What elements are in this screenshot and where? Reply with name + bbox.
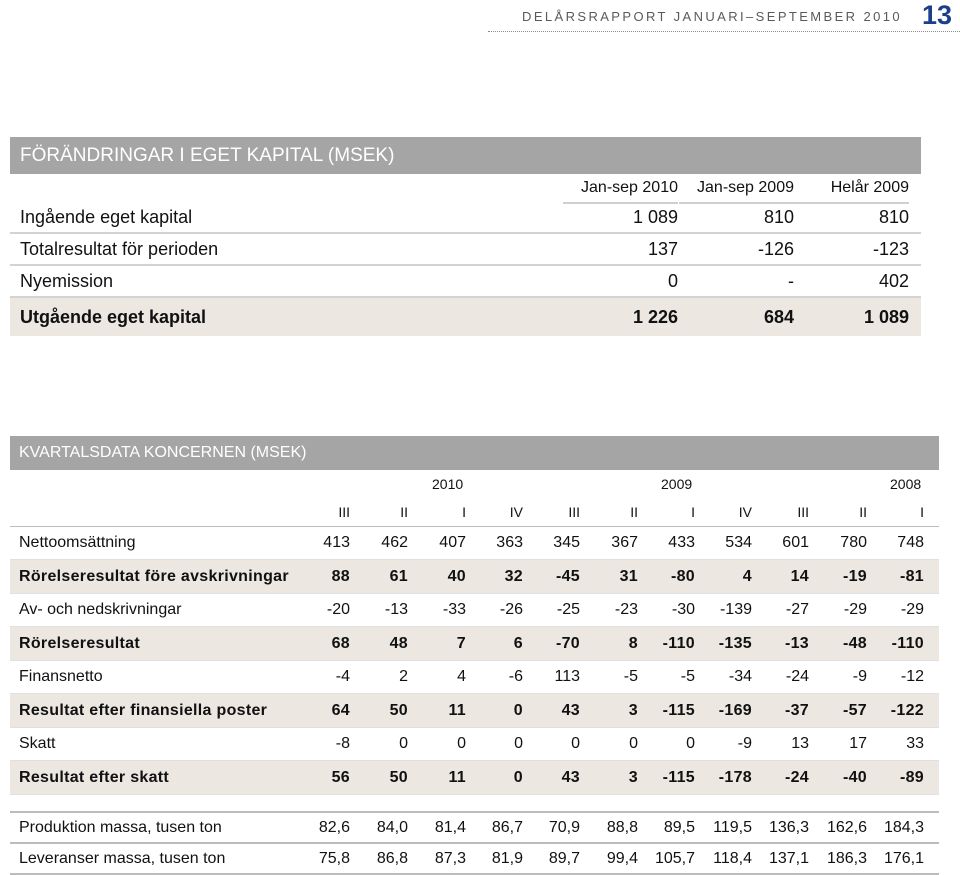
table-cell: -25 [556, 601, 580, 618]
equity-table-header-row [10, 174, 921, 202]
table-cell: -9 [737, 735, 752, 752]
table-cell: 14 [790, 568, 809, 585]
table-cell: 136,3 [768, 819, 809, 836]
quarter-header: I [691, 504, 695, 520]
table-cell: 75,8 [318, 850, 350, 867]
quarter-header: III [568, 504, 580, 520]
table-cell: -13 [784, 635, 809, 652]
table-cell: 184,3 [883, 819, 924, 836]
table-cell: 0 [571, 735, 580, 752]
table-cell: 11 [448, 702, 466, 719]
quarter-header: II [400, 504, 408, 520]
table-cell: -45 [555, 568, 580, 585]
table-cell: 407 [439, 534, 466, 551]
table-cell: 64 [331, 702, 350, 719]
table-cell: 86,8 [376, 850, 408, 867]
quarterly-data-table [10, 436, 939, 875]
table-cell: 810 [878, 207, 909, 227]
table-cell: -70 [555, 635, 580, 652]
table-row [10, 266, 921, 298]
table-cell: 462 [381, 534, 408, 551]
table-cell: 89,7 [548, 850, 580, 867]
table-row [10, 761, 939, 795]
row-label: Rörelseresultat före avskrivningar [19, 568, 289, 585]
table-cell: -19 [842, 568, 867, 585]
section-divider [10, 795, 939, 813]
table-cell: -139 [719, 601, 752, 618]
table-cell: 8 [628, 635, 638, 652]
table-cell: 82,6 [318, 819, 350, 836]
row-label: Nyemission [20, 271, 114, 291]
table-cell: 88 [331, 568, 350, 585]
table-cell: 87,3 [434, 850, 466, 867]
table-cell: 0 [667, 271, 678, 291]
table-cell: -5 [623, 668, 638, 685]
table-row [10, 527, 939, 560]
table-cell: 113 [554, 668, 580, 685]
table-cell: -115 [662, 702, 695, 719]
table-cell: 88,8 [606, 819, 638, 836]
table-cell: 50 [389, 769, 408, 786]
table-cell: 89,5 [663, 819, 695, 836]
table-cell: 0 [514, 735, 523, 752]
table-cell: -24 [785, 668, 809, 685]
table-cell: 105,7 [654, 850, 695, 867]
table-cell: 32 [504, 568, 523, 585]
table-cell: 0 [513, 769, 523, 786]
quarter-header: III [338, 504, 350, 520]
table-cell: 684 [763, 307, 794, 327]
table-cell: 40 [447, 568, 466, 585]
production-row [10, 844, 939, 875]
row-label: Totalresultat för perioden [20, 239, 219, 259]
table-cell: 345 [553, 534, 580, 551]
table-row [10, 694, 939, 728]
table-cell: 119,5 [713, 819, 752, 836]
table-cell: 1 226 [632, 307, 678, 327]
table-cell: 118,4 [713, 850, 752, 867]
table-cell: 11 [448, 769, 466, 786]
table-cell: -81 [899, 568, 924, 585]
table-cell: 3 [628, 769, 638, 786]
quarter-header: I [920, 504, 924, 520]
header-divider [488, 31, 960, 32]
quarter-header: III [797, 504, 809, 520]
table-cell: 99,4 [606, 850, 638, 867]
table-cell: -135 [718, 635, 752, 652]
year-label: 2010 [432, 476, 464, 492]
table-cell: 81,9 [491, 850, 523, 867]
table-row [10, 627, 939, 661]
table-cell: -20 [326, 601, 350, 618]
table-cell: 433 [668, 534, 695, 551]
table-cell: -110 [891, 635, 924, 652]
row-label: Utgående eget kapital [20, 307, 207, 327]
table-row [10, 560, 939, 594]
table-cell: 3 [628, 702, 638, 719]
table-cell: -29 [843, 601, 867, 618]
table-row [10, 728, 939, 761]
table-cell: -110 [662, 635, 695, 652]
table-cell: 70,9 [548, 819, 580, 836]
row-label: Skatt [19, 735, 56, 752]
table-cell: 1 089 [632, 207, 678, 227]
table-cell: 0 [686, 735, 695, 752]
table-cell: -80 [670, 568, 695, 585]
production-row [10, 813, 939, 844]
table-cell: -34 [728, 668, 752, 685]
quarter-header: IV [509, 504, 523, 520]
table-cell: 0 [629, 735, 638, 752]
table-cell: -26 [499, 601, 523, 618]
table-cell: -23 [614, 601, 638, 618]
table-cell: -8 [335, 735, 350, 752]
quarter-header: II [859, 504, 867, 520]
table-cell: 162,6 [826, 819, 867, 836]
table-cell: -115 [662, 769, 695, 786]
column-header: Helår 2009 [794, 174, 909, 204]
row-label: Av- och nedskrivningar [19, 601, 182, 618]
table-cell: -37 [784, 702, 809, 719]
table-cell: 0 [457, 735, 466, 752]
quarterly-table-body [10, 527, 939, 875]
table-cell: 7 [456, 635, 466, 652]
table-cell: 56 [331, 769, 350, 786]
table-cell: -13 [384, 601, 408, 618]
table-cell: 17 [849, 735, 867, 752]
table-cell: 43 [561, 769, 580, 786]
table-cell: 4 [742, 568, 752, 585]
table-cell: 176,1 [883, 850, 924, 867]
equity-changes-table [10, 137, 921, 336]
year-header-row [10, 470, 939, 498]
table-row-total [10, 298, 921, 336]
table-cell: -12 [900, 668, 924, 685]
table-cell: -178 [718, 769, 752, 786]
table-cell: - [788, 271, 794, 291]
table-cell: 780 [840, 534, 867, 551]
table-cell: 48 [389, 635, 408, 652]
table-cell: -33 [442, 601, 466, 618]
table-row [10, 234, 921, 266]
table-cell: 0 [513, 702, 523, 719]
column-header: Jan-sep 2010 [563, 174, 678, 204]
row-label: Resultat efter skatt [19, 769, 170, 786]
table-cell: -48 [842, 635, 867, 652]
row-label: Resultat efter finansiella poster [19, 702, 268, 719]
table-cell: 2 [399, 668, 408, 685]
table-cell: 534 [725, 534, 752, 551]
table-cell: 81,4 [434, 819, 466, 836]
table-cell: 50 [389, 702, 408, 719]
row-label: Nettoomsättning [19, 534, 136, 551]
table-cell: 137,1 [768, 850, 809, 867]
row-label: Rörelseresultat [19, 635, 140, 652]
table-cell: -4 [335, 668, 350, 685]
table-cell: -57 [842, 702, 867, 719]
table-cell: 810 [763, 207, 794, 227]
table-cell: 748 [897, 534, 924, 551]
equity-table-title: FÖRÄNDRINGAR I EGET KAPITAL (MSEK) [10, 137, 921, 174]
table-cell: -126 [757, 239, 794, 259]
quarterly-table-title: KVARTALSDATA KONCERNEN (MSEK) [10, 436, 939, 470]
table-cell: 601 [782, 534, 809, 551]
year-label: 2009 [661, 476, 693, 492]
row-label: Ingående eget kapital [20, 207, 193, 227]
row-label: Finansnetto [19, 668, 103, 685]
table-cell: -122 [890, 702, 924, 719]
table-cell: -40 [842, 769, 867, 786]
table-row [10, 202, 921, 234]
table-cell: 43 [561, 702, 580, 719]
year-label: 2008 [890, 476, 922, 492]
table-cell: -123 [872, 239, 909, 259]
quarter-header: IV [738, 504, 752, 520]
table-cell: -9 [852, 668, 867, 685]
table-cell: 31 [619, 568, 638, 585]
quarter-header: I [462, 504, 466, 520]
table-cell: 33 [906, 735, 924, 752]
table-cell: -169 [718, 702, 752, 719]
table-cell: 13 [791, 735, 809, 752]
table-cell: -5 [680, 668, 695, 685]
table-cell: 363 [496, 534, 523, 551]
table-cell: -29 [900, 601, 924, 618]
table-cell: 137 [647, 239, 678, 259]
table-cell: -24 [784, 769, 809, 786]
table-cell: 402 [878, 271, 909, 291]
table-row [10, 661, 939, 694]
row-label: Produktion massa, tusen ton [19, 819, 222, 836]
table-cell: -27 [785, 601, 809, 618]
table-cell: 86,7 [491, 819, 523, 836]
table-cell: 4 [457, 668, 466, 685]
table-cell: -30 [671, 601, 695, 618]
table-row [10, 594, 939, 627]
report-title: DELÅRSRAPPORT JANUARI–SEPTEMBER 2010 [522, 9, 902, 24]
quarter-header-row [10, 498, 939, 527]
table-cell: 186,3 [826, 850, 867, 867]
table-cell: -89 [899, 769, 924, 786]
table-cell: 367 [611, 534, 638, 551]
table-cell: 84,0 [376, 819, 408, 836]
row-label: Leveranser massa, tusen ton [19, 850, 226, 867]
column-header: Jan-sep 2009 [679, 174, 794, 204]
table-cell: 61 [389, 568, 408, 585]
quarter-header: II [630, 504, 638, 520]
table-cell: 413 [323, 534, 350, 551]
table-cell: 0 [399, 735, 408, 752]
table-cell: 6 [513, 635, 523, 652]
table-cell: -6 [508, 668, 523, 685]
table-cell: 1 089 [863, 307, 909, 327]
table-cell: 68 [331, 635, 350, 652]
page-number: 13 [921, 0, 952, 30]
